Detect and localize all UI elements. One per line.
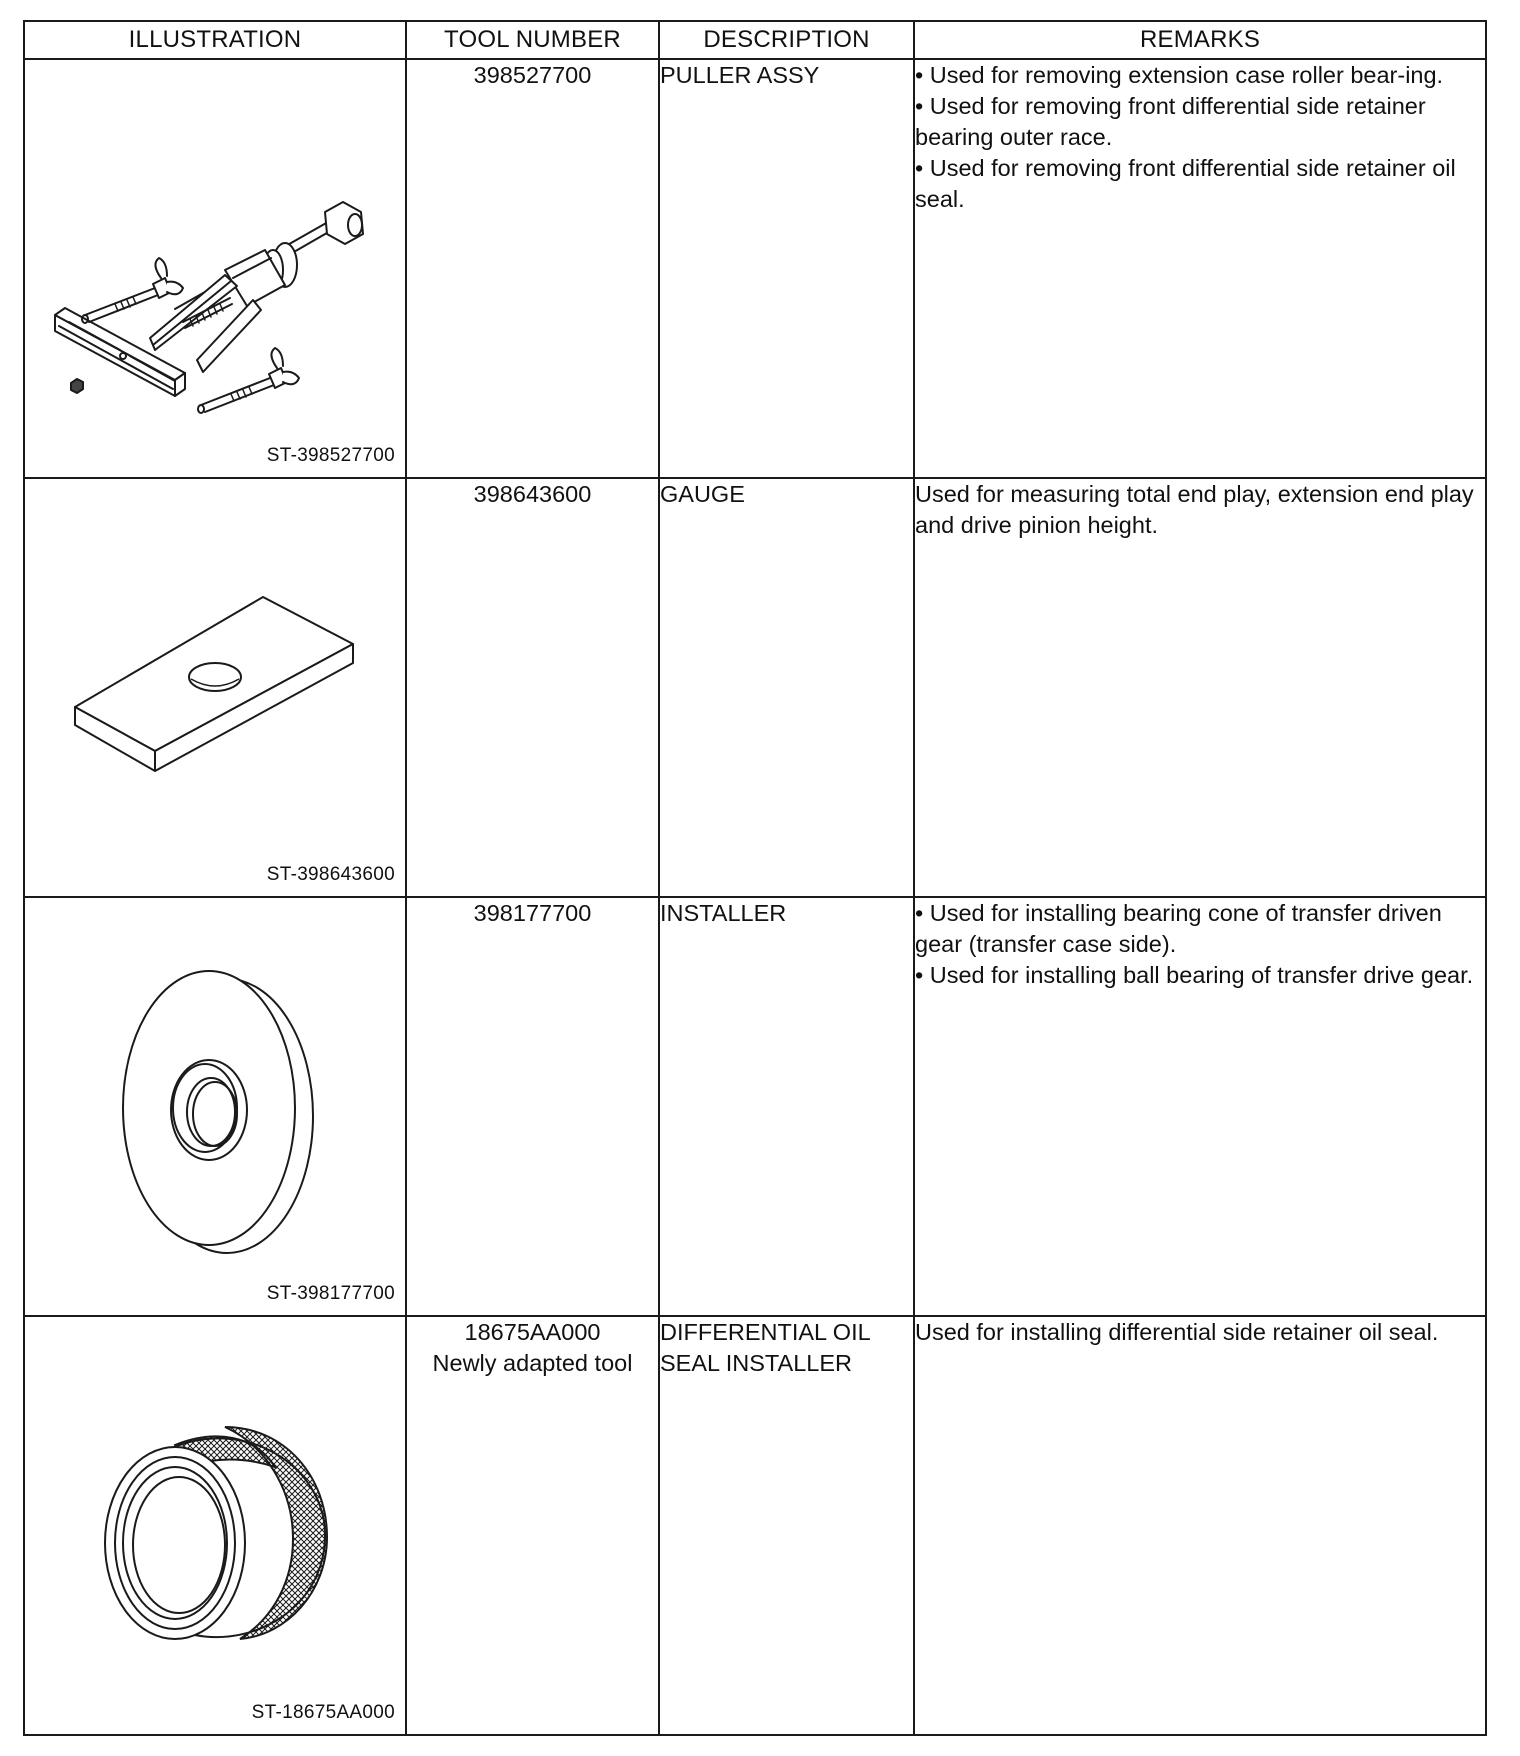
illustration-cell: [24, 59, 406, 478]
puller-assy-illustration: [25, 60, 407, 477]
remarks-cell: [914, 478, 1486, 897]
table-row: [24, 478, 1486, 897]
remark-item: Used for measuring total end play, extension end play and drive pinion height.: [915, 481, 1474, 538]
description-cell: [659, 478, 914, 897]
installer-illustration: [25, 898, 407, 1315]
description-cell: [659, 1316, 914, 1735]
tool-number-cell: [406, 59, 659, 478]
illustration-caption: ST-398527700: [266, 445, 395, 466]
header-tool-number: TOOL NUMBER: [406, 21, 659, 59]
remark-item: • Used for removing extension case roller bear-ing.: [915, 62, 1444, 88]
illustration-cell: [24, 478, 406, 897]
tool-number-cell: [406, 897, 659, 1316]
illustration-cell: [24, 897, 406, 1316]
description-line: GAUGE: [660, 481, 745, 507]
tool-note: Newly adapted tool: [432, 1350, 633, 1376]
gauge-illustration: [25, 479, 407, 896]
illustration-caption: ST-398177700: [266, 1283, 395, 1304]
illustration-caption: ST-398643600: [266, 864, 395, 885]
tool-number: 398527700: [473, 62, 592, 88]
tool-number: 18675AA000: [464, 1319, 601, 1345]
header-row: [24, 21, 1486, 59]
remarks-cell: [914, 897, 1486, 1316]
illustration-caption: ST-18675AA000: [251, 1702, 395, 1723]
remark-item: • Used for removing front differential side retainer bearing outer race.: [915, 93, 1426, 150]
special-tools-table: [23, 20, 1487, 1736]
table-row: [24, 1316, 1486, 1735]
tool-number: 398177700: [473, 900, 592, 926]
remarks-cell: [914, 59, 1486, 478]
header-illustration: ILLUSTRATION: [24, 21, 406, 59]
description-line: SEAL INSTALLER: [660, 1350, 852, 1376]
header-remarks: REMARKS: [914, 21, 1486, 59]
tool-number-cell: [406, 1316, 659, 1735]
illustration-cell: [24, 1316, 406, 1735]
table-row: [24, 897, 1486, 1316]
header-description: DESCRIPTION: [659, 21, 914, 59]
table-row: [24, 59, 1486, 478]
description-cell: [659, 897, 914, 1316]
description-line: INSTALLER: [660, 900, 787, 926]
remark-item: • Used for installing ball bearing of transfer drive gear.: [915, 962, 1474, 988]
oil-seal-installer-illustration: [25, 1317, 407, 1734]
tool-number-cell: [406, 478, 659, 897]
remarks-cell: [914, 1316, 1486, 1735]
tool-number: 398643600: [473, 481, 592, 507]
remark-item: • Used for removing front differential side retainer oil seal.: [915, 155, 1456, 212]
remark-item: Used for installing differential side retainer oil seal.: [915, 1319, 1439, 1345]
remark-item: • Used for installing bearing cone of transfer driven gear (transfer case side).: [915, 900, 1442, 957]
description-cell: [659, 59, 914, 478]
description-line: PULLER ASSY: [660, 62, 820, 88]
description-line: DIFFERENTIAL OIL: [660, 1319, 871, 1345]
